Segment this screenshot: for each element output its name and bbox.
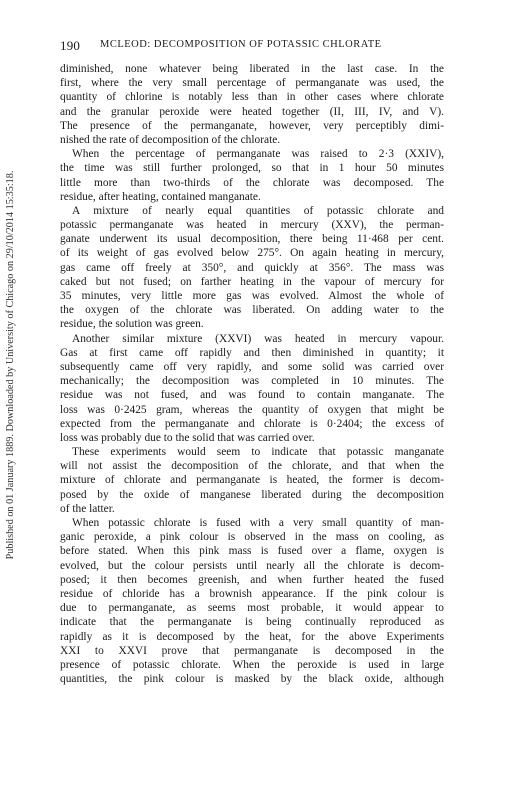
text-line: loss was 0·2425 gram, whereas the quantity of oxygen that might be xyxy=(60,403,444,416)
text-line: A mixture of nearly equal quantities of potassic chlorate and xyxy=(72,204,444,217)
text-line: nished the rate of decomposition of the chlorate. xyxy=(60,133,281,146)
text-line: quantity of chlorine is notably less than in other cases where chlorate xyxy=(60,91,444,104)
text-line: Another similar mixture (XXVI) was heated in mercury vapour. xyxy=(72,332,444,345)
text-line: These experiments would seem to indicate that potassic manganate xyxy=(72,446,444,459)
text-line: The presence of the permanganate, however, very perceptibly dimi- xyxy=(60,119,444,132)
text-line: the oxygen of the chlorate was liberated. On adding water to the xyxy=(60,304,444,317)
text-line: evolved, but the colour persists until nearly all the chlorate is decom- xyxy=(60,559,444,572)
text-line: 35 minutes, very little more gas was evolved. Almost the whole of xyxy=(60,290,444,302)
text-line: mixture of chlorate and permanganate is heated, the former is decom- xyxy=(60,474,444,487)
provenance-text: Published on 01 January 1889. Downloaded by University of Chicago on 29/10/2014 15:35:18. xyxy=(5,170,16,560)
text-line: residue, after heating, contained manganate. xyxy=(60,190,261,203)
text-line: potassic permanganate was heated in mercury (XXV), the perman- xyxy=(60,219,444,232)
text-line: first, where the very small percentage of permanganate was used, the xyxy=(60,77,444,90)
text-line: before stated. When this pink mass is fused over a flame, oxygen is xyxy=(60,545,444,558)
text-line: due to permanganate, as seems most probable, it would appear to xyxy=(60,602,444,615)
text-line: ganate underwent its usual decomposition, there being 11·468 per cent. xyxy=(60,233,444,246)
text-line: presence of potassic chlorate. When the peroxide is used in large xyxy=(60,658,444,671)
text-line: ganic peroxide, a pink colour is observed in the mass on cooling, as xyxy=(60,531,444,544)
text-line: quantities, the pink colour is masked by the black oxide, although xyxy=(60,673,444,686)
text-line: of its weight of gas evolved below 275°. On again heating in mercury, xyxy=(60,247,444,260)
text-line: posed by the oxide of manganese liberated during the decomposition xyxy=(60,488,444,501)
body-text xyxy=(60,62,444,686)
text-line: Gas at first came off rapidly and then diminished in quantity; it xyxy=(60,346,444,359)
text-line: the time was still further prolonged, so that in 1 hour 50 minutes xyxy=(60,162,444,175)
text-line: When the percentage of permanganate was raised to 2·3 (XXIV), xyxy=(72,148,444,161)
page-number: 190 xyxy=(60,38,81,53)
text-line: rapidly as it is decomposed by the heat, for the above Experiments xyxy=(60,630,444,643)
running-head: MCLEOD: DECOMPOSITION OF POTASSIC CHLORATE xyxy=(100,39,382,50)
text-line: residue was not fused, and was found to contain manganate. The xyxy=(60,389,444,402)
page-header xyxy=(60,38,460,56)
text-line: mechanically; the decomposition was completed in 10 minutes. The xyxy=(60,375,444,388)
text-line: expected from the permanganate and chlorate is 0·2404; the excess of xyxy=(60,417,444,430)
text-line: residue of chloride has a brownish appearance. If the pink colour is xyxy=(60,587,444,600)
text-line: of the latter. xyxy=(60,502,115,515)
text-line: subsequently came off very rapidly, and some solid was carried over xyxy=(60,360,444,373)
text-line: When potassic chlorate is fused with a very small quantity of man- xyxy=(72,517,444,529)
text-line: posed; it then becomes greenish, and when further heated the fused xyxy=(60,573,444,586)
text-line: XXI to XXVI prove that permanganate is decomposed in the xyxy=(60,644,444,657)
text-line: residue, the solution was green. xyxy=(60,318,204,331)
text-line: diminished, none whatever being liberated in the last case. In the xyxy=(60,63,444,75)
text-line: little more than two-thirds of the chlorate was decomposed. The xyxy=(60,176,444,189)
provenance-note xyxy=(3,70,19,660)
text-line: gas came off freely at 350°, and quickly at 356°. The mass was xyxy=(60,261,444,274)
text-line: and the granular peroxide were heated together (II, III, IV, and V). xyxy=(60,105,444,118)
text-line: loss was probably due to the solid that was carried over. xyxy=(60,431,315,444)
text-line: will not assist the decomposition of the chlorate, and that when the xyxy=(60,460,444,473)
text-line: caked but not fused; on farther heating in the vapour of mercury for xyxy=(60,275,444,288)
text-line: indicate that the permanganate is being continually reproduced as xyxy=(60,616,444,629)
